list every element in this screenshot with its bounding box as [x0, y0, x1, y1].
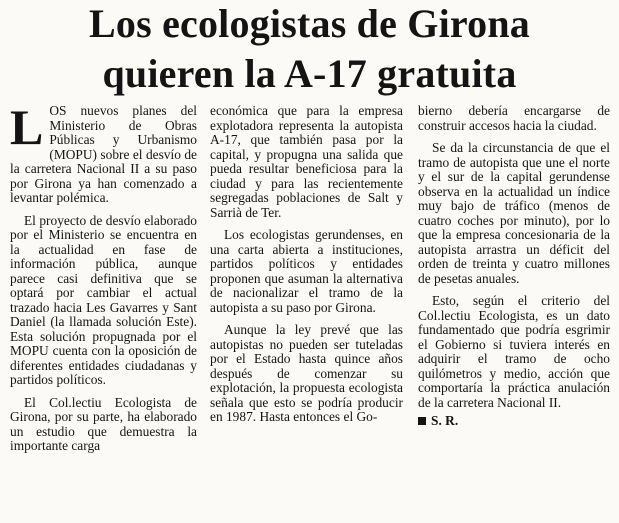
headline-line-2: quieren la A-17 gratuita	[102, 51, 517, 96]
article-column-2	[210, 104, 403, 425]
article-column-1	[10, 99, 197, 454]
byline	[418, 414, 610, 429]
square-bullet-icon	[418, 417, 426, 425]
article-paragraph: Los ecologistas gerundenses, en una carta abierta a instituciones, partidos políticos y entidades proponen que asuman la alternativa de nacionalizar el tramo de la autopista a su paso por Girona.	[210, 227, 403, 315]
article-paragraph: Esto, según el criterio del Col.lectiu Ecologista, es un dato fundamentado que podría esgrimir el Gobierno si tuviera interés en adquirir el tramo de ocho quilómetros y medio, acción que comportaría la práctica anulación de la carretera Nacional II.	[418, 293, 610, 410]
article-paragraph: Aunque la ley prevé que las autopistas no pueden ser tuteladas por el Estado hasta quince años después de comenzar su explotación, la propuesta ecologista señala que esto se podría producir en 1987. Hasta entonces el Go-	[210, 322, 403, 424]
article-paragraph: El proyecto de desvío elaborado por el Ministerio se encuentra en la actualidad en fase de información pública, aunque parece casi definitiva que se optará por cambiar el actual trazado hacia Les Gavarres y Sant Daniel (la llamada solución Este). Esta solución propugnada por el MOPU cuenta con la oposición de diferentes entidades ciudadanas y partidos políticos.	[10, 212, 197, 387]
article-paragraph: El Col.lectiu Ecologista de Girona, por su parte, ha elaborado un estudio que demuestra la importante carga	[10, 394, 197, 453]
headline-line-1: Los ecologistas de Girona	[89, 1, 530, 46]
lead-text: OS nuevos planes del Ministerio de Obras Públicas y Urbanismo (MOPU) sobre el desvío de la carretera Nacional II a su paso por Girona ya han comenzado a levantar polémica.	[10, 103, 197, 205]
article-paragraph: bierno debería encargarse de construir accesos hacia la ciudad.	[418, 103, 610, 133]
article-column-3	[418, 104, 610, 429]
article-paragraph: económica que para la empresa explotadora representa la autopista A-17, que también pasa por la capital, y propugna una salida que pueda resultar beneficiosa para la ciudad y para las recientemente segregadas poblaciones de Salt y Sarrià de Ter.	[210, 103, 403, 220]
article-paragraph: Se da la circunstancia de que el tramo de autopista que une el norte y el sur de la capital gerundense observa en la actualidad un índice muy bajo de tráfico (menos de cuatro coches por minuto), por lo que la empresa concesionaria de la autopista arrastra un déficit del orden de treinta y cuatro millones de pesetas anuales.	[418, 140, 610, 286]
article-paragraph	[10, 99, 197, 206]
byline-text: S. R.	[431, 413, 459, 428]
drop-cap: L	[10, 99, 44, 155]
